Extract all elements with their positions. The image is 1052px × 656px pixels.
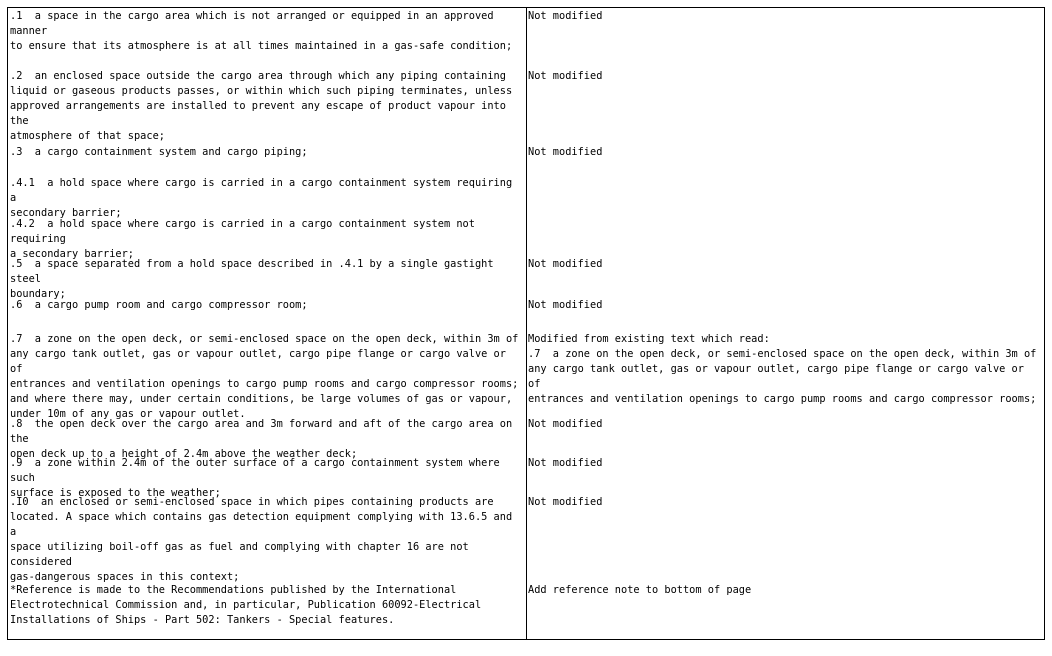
column-divider [526, 8, 527, 639]
row-9-text: .9 a zone within 2.4m of the outer surface of a cargo containment system where such surface is exposed to the weather; [10, 457, 500, 499]
row-5-status: Not modified [528, 258, 603, 270]
row-8-text: .8 the open deck over the cargo area and 3m forward and aft of the cargo area on the open deck up to a height of 2.4m above the weather deck; [10, 418, 513, 460]
row-4-2-text: .4.2 a hold space where cargo is carried in a cargo containment system not requiring a secondary barrier; [10, 218, 475, 260]
row-7-status: Modified from existing text which read: .7 a zone on the open deck, or semi-enclosed space on the open deck, within 3m of any cargo tank outlet, gas or vapour outlet, cargo pipe flange or cargo valve or of entrances and ventilation openings to cargo pump rooms and cargo compressor rooms; [528, 333, 1037, 405]
row-1-text: .1 a space in the cargo area which is not arranged or equipped in an approved manner to ensure that its atmosphere is at all times maintained in a gas-safe condition; [10, 10, 513, 52]
row-8-status: Not modified [528, 418, 603, 430]
row-6-text: .6 a cargo pump room and cargo compressor room; [10, 299, 308, 311]
reference-note-status: Add reference note to bottom of page [528, 584, 752, 596]
row-6-status: Not modified [528, 299, 603, 311]
row-1-status: Not modified [528, 10, 603, 22]
row-4-1-text: .4.1 a hold space where cargo is carried in a cargo containment system requiring a secondary barrier; [10, 177, 513, 219]
row-10-status: Not modified [528, 496, 603, 508]
row-3-status: Not modified [528, 146, 603, 158]
row-7-text: .7 a zone on the open deck, or semi-enclosed space on the open deck, within 3m of any cargo tank outlet, gas or vapour outlet, cargo pipe flange or cargo valve or of entrances and ventilation openings to cargo pump rooms and cargo compressor rooms; and where there may, under certain conditions, be large volumes of gas or vapour, under 10m of any gas or vapour outlet. [10, 333, 519, 420]
amendment-table [7, 7, 1045, 640]
row-2-status: Not modified [528, 70, 603, 82]
row-2-text: .2 an enclosed space outside the cargo area through which any piping containing liquid or gaseous products passes, or within which such piping terminates, unless approved arrangements are installed to prevent any escape of product vapour into the atmosphere of that space; [10, 70, 513, 142]
row-3-text: .3 a cargo containment system and cargo piping; [10, 146, 308, 158]
reference-note-text: *Reference is made to the Recommendations published by the International Electrotechnical Commission and, in particular, Publication 60092-Electrical Installations of Ships - Part 502: Tankers - Special features. [10, 584, 482, 626]
row-5-text: .5 a space separated from a hold space described in .4.1 by a single gastight steel boundary; [10, 258, 494, 300]
row-9-status: Not modified [528, 457, 603, 469]
row-10-text: .I0 an enclosed or semi-enclosed space in which pipes containing products are located. A space which contains gas detection equipment complying with 13.6.5 and a space utilizing boil-off gas as fuel and complying with chapter 16 are not considered gas-dangerous spaces in this context; [10, 496, 513, 583]
